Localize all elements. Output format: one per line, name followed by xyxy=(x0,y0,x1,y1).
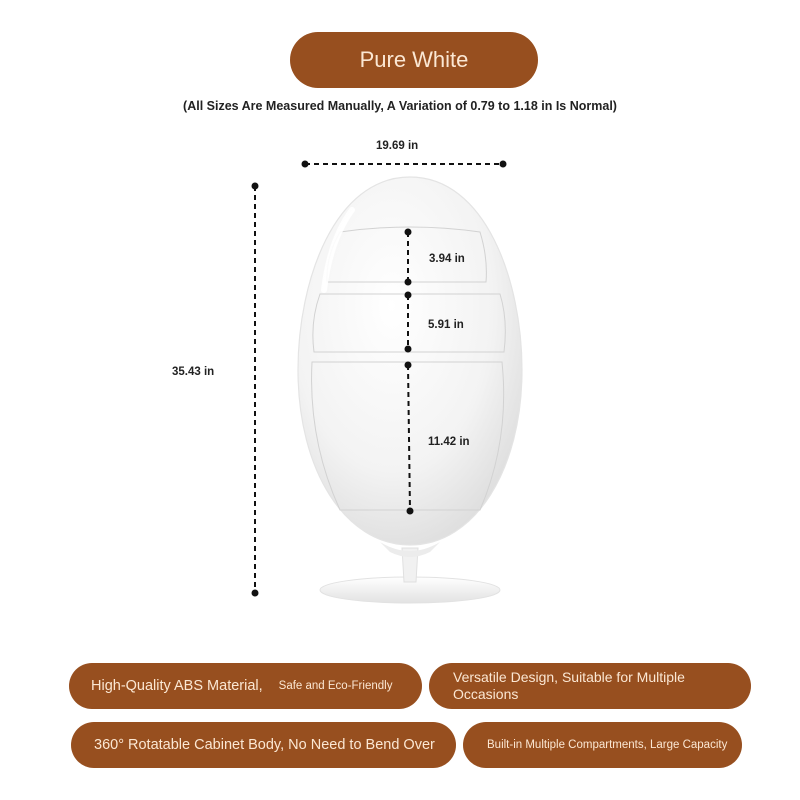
feature-material xyxy=(69,663,422,709)
bottom-compartment-dimension-start xyxy=(405,362,412,369)
height-dimension-end xyxy=(252,590,259,597)
middle-compartment-label: 5.91 in xyxy=(428,319,464,331)
feature-rotation-text: 360° Rotatable Cabinet Body, No Need to Bend Over xyxy=(94,737,435,753)
color-title: Pure White xyxy=(359,47,469,72)
bottom-compartment-label: 11.42 in xyxy=(428,436,470,448)
middle-compartment-dimension-start xyxy=(405,292,412,299)
bottom-compartment-dimension-end xyxy=(407,508,414,515)
feature-design-text: Versatile Design, Suitable for Multiple Occasions xyxy=(453,669,685,702)
feature-design xyxy=(429,663,751,709)
feature-material-subtext: Safe and Eco-Friendly xyxy=(278,680,393,692)
feature-storage xyxy=(463,722,742,768)
width-label: 19.69 in xyxy=(376,140,419,152)
width-dimension-start xyxy=(302,161,309,168)
top-compartment-dimension-end xyxy=(405,279,412,286)
feature-rotation xyxy=(71,722,456,768)
middle-compartment-dimension-end xyxy=(405,346,412,353)
top-compartment-dimension-start xyxy=(405,229,412,236)
height-dimension-start xyxy=(252,183,259,190)
measurement-note: (All Sizes Are Measured Manually, A Variation of 0.79 to 1.18 in Is Normal) xyxy=(183,99,617,113)
height-label: 35.43 in xyxy=(172,366,215,378)
width-dimension-end xyxy=(500,161,507,168)
feature-material-text: High-Quality ABS Material, xyxy=(91,678,263,694)
top-compartment-label: 3.94 in xyxy=(429,253,465,265)
feature-storage-text: Built-in Multiple Compartments, Large Capacity xyxy=(487,739,728,751)
